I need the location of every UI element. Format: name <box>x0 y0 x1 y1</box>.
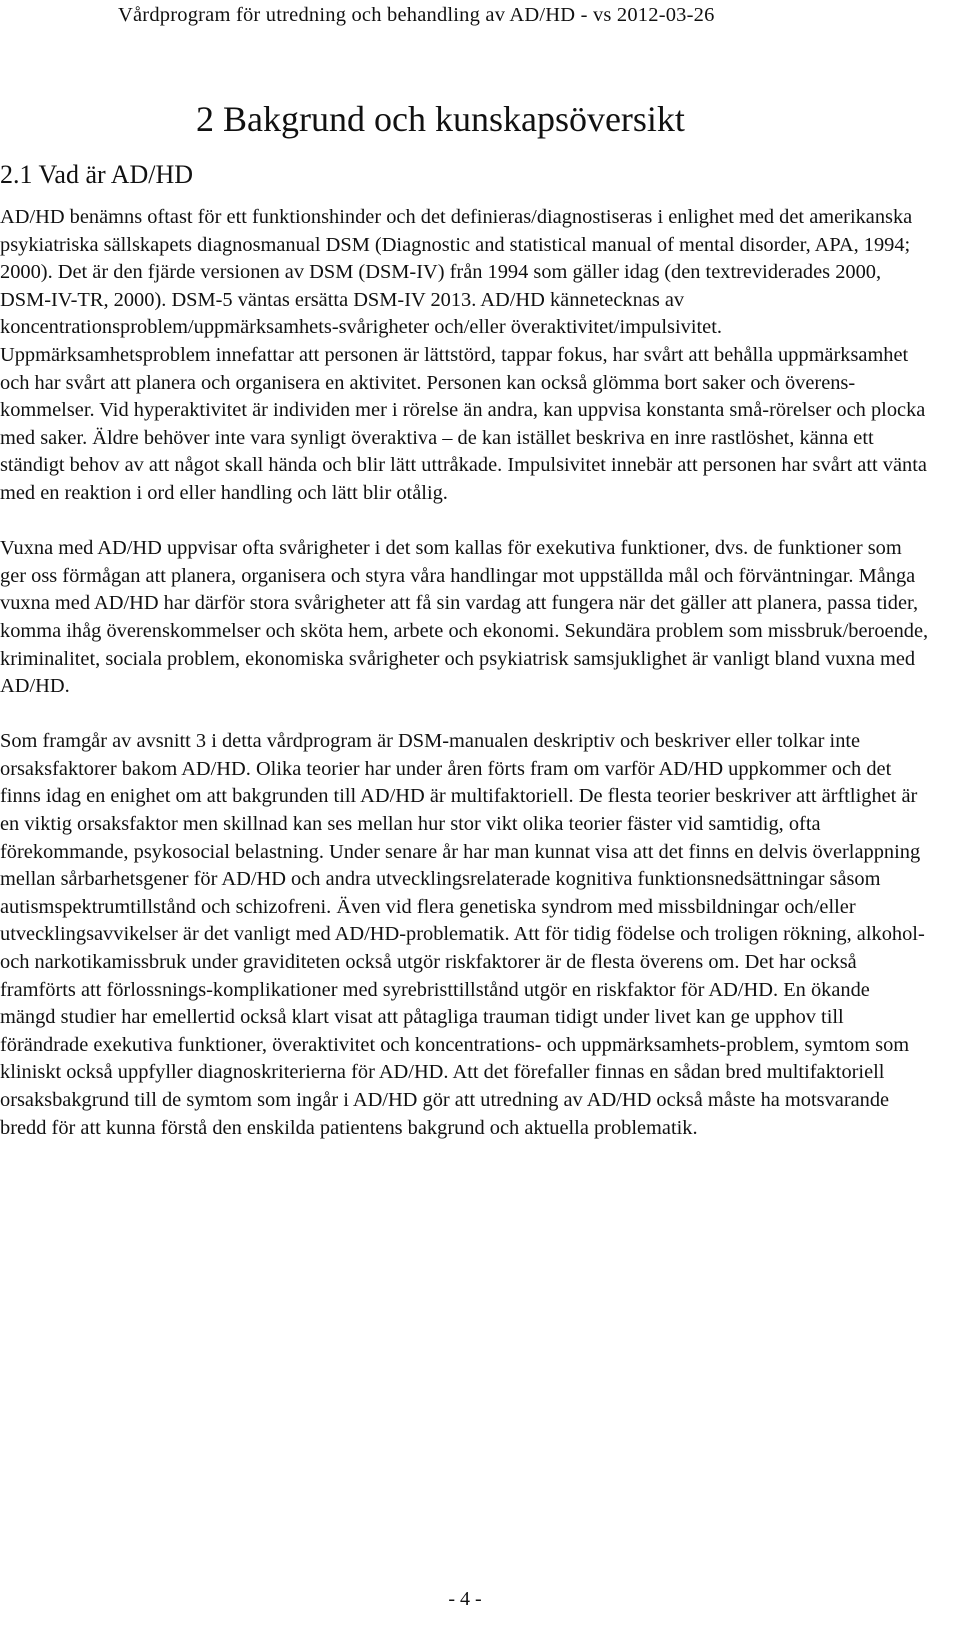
paragraph: Vuxna med AD/HD uppvisar ofta svårigheter i det som kallas för exekutiva funktioner, dvs. de funktioner som ger oss förmågan att planera, organisera och styra våra handlingar mot uppställda mål och förväntningar. Många vuxna med AD/HD har därför stora svårigheter att få sin vardag att fungera när det gäller att planera, passa tider, komma ihåg överenskommelser och sköta hem, arbete och ekonomi. Sekundära problem som missbruk/beroende, kriminalitet, sociala problem, ekonomiska svårigheter och psykiatrisk samsjuklighet är vanligt bland vuxna med AD/HD. <box>0 537 929 698</box>
page-number: - 4 - <box>448 1588 482 1610</box>
paragraph: AD/HD benämns oftast för ett funktionshinder och det definieras/diagnostiseras i enlighet med det amerikanska psykiatriska sällskapets diagnosmanual DSM (Diagnostic and statistical manual of mental disorder, APA, 1994; 2000). Det är den fjärde versionen av DSM (DSM-IV) från 1994 som gäller idag (den textreviderades 2000, DSM-IV-TR, 2000). DSM-5 väntas ersätta DSM-IV 2013. AD/HD kännetecknas av koncentrationsproblem/uppmärksamhets-svårigheter och/eller överaktivitet/impulsivitet. Uppmärksamhetsproblem innefattar att personen är lättstörd, tappar fokus, har svårt att behålla uppmärksamhet och har svårt att planera och organisera en aktivitet. Personen kan också glömma bort saker och överens-kommelser. Vid hyperaktivitet är individen mer i rörelse än andra, kan uppvisa konstanta små-rörelser och plocka med saker. Äldre behöver inte vara synligt överaktiva – de kan istället beskriva en inre rastlöshet, känna ett ständigt behov av att något skall hända och blir lätt uttråkade. Impulsivitet innebär att personen har svårt att vänta med en reaktion i ord eller handling och lätt blir otålig. <box>0 206 927 504</box>
running-header: Vårdprogram för utredning och behandling av AD/HD - vs 2012-03-26 <box>118 4 715 26</box>
section-title: 2.1 Vad är AD/HD <box>0 160 194 189</box>
body-text <box>0 204 930 1170</box>
chapter-title: 2 Bakgrund och kunskapsöversikt <box>196 99 685 139</box>
paragraph: Som framgår av avsnitt 3 i detta vårdprogram är DSM-manualen deskriptiv och beskriver eller tolkar inte orsaksfaktorer bakom AD/HD. Olika teorier har under åren förts fram om varför AD/HD uppkommer och det finns idag en enighet om att bakgrunden till AD/HD är multifaktoriell. De flesta teorier beskriver att ärftlighet är en viktig orsaksfaktor men skillnad kan ses mellan hur stor vikt olika teorier fäster vid samtidig, ofta förekommande, psykosocial belastning. Under senare år har man kunnat visa att det finns en delvis överlappning mellan sårbarhetsgener för AD/HD och andra utvecklingsrelaterade kognitiva funktionsnedsättningar såsom autismspektrumtillstånd och schizofreni. Även vid flera genetiska syndrom med missbildningar och/eller utvecklingsavvikelser är det vanligt med AD/HD-problematik. Att för tidig födelse och troligen rökning, alkohol- och narkotikamissbruk under graviditeten också utgör riskfaktorer är de flesta överens om. Det har också framförts att förlossnings-komplikationer med syrebristtillstånd utgör en riskfaktor för AD/HD. En ökande mängd studier har emellertid också klart visat att påtagliga trauman tidigt under livet kan ge upphov till förändrade exekutiva funktioner, överaktivitet och koncentrations- och uppmärksamhets-problem, symtom som kliniskt också uppfyller diagnoskriterierna för AD/HD. Att det förefaller finnas en sådan bred multifaktoriell orsaksbakgrund till de symtom som ingår i AD/HD gör att utredning av AD/HD också måste ha motsvarande bredd för att kunna förstå den enskilda patientens bakgrund och aktuella problematik. <box>0 730 925 1139</box>
